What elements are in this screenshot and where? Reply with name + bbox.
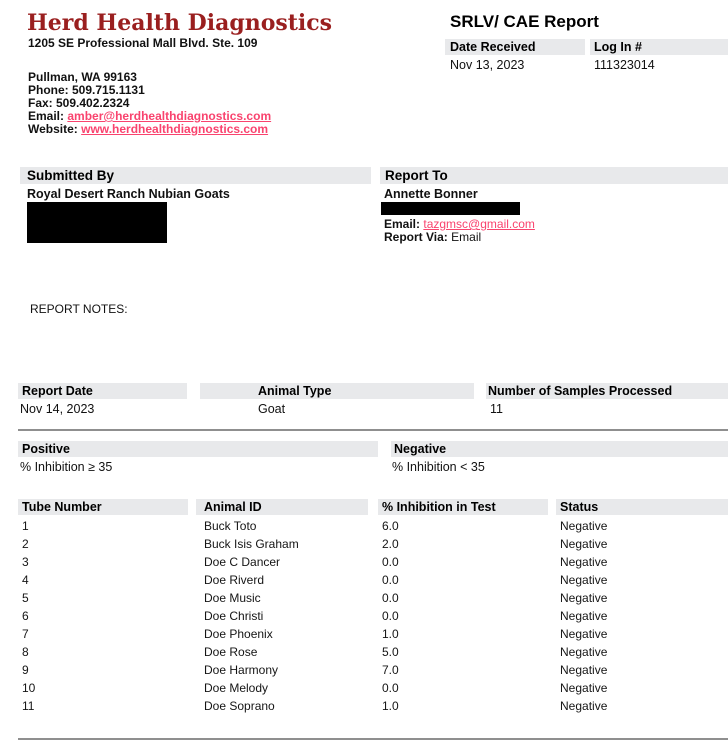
animal-type-header-cell: [200, 383, 474, 399]
table-row: [0, 697, 728, 715]
tube-number-cell: 1: [22, 519, 29, 533]
positive-header-cell: [18, 441, 378, 457]
samples-value: 11: [490, 402, 503, 416]
log-in-label: Log In #: [594, 40, 642, 54]
company-address: 1205 SE Professional Mall Blvd. Ste. 109: [28, 36, 258, 50]
animal-type-label: Animal Type: [258, 384, 332, 398]
status-cell: Negative: [560, 537, 608, 551]
inhibition-cell: 5.0: [382, 645, 399, 659]
table-row: [0, 661, 728, 679]
company-name: Herd Health Diagnostics: [27, 10, 333, 36]
samples-label: Number of Samples Processed: [488, 384, 673, 398]
animal-id-cell: Doe Rose: [204, 645, 258, 659]
table-row: [0, 679, 728, 697]
animal-id-cell: Doe Phoenix: [204, 627, 273, 641]
report-date-label: Report Date: [22, 384, 93, 398]
inhibition-cell: 1.0: [382, 627, 399, 641]
company-fax: Fax: 509.402.2324: [28, 96, 130, 110]
status-cell: Negative: [560, 627, 608, 641]
company-city: Pullman, WA 99163: [28, 70, 137, 84]
table-row: [0, 607, 728, 625]
tube-number-cell: 3: [22, 555, 29, 569]
animal-id-cell: Doe Harmony: [204, 663, 279, 677]
status-cell: Negative: [560, 699, 608, 713]
report-via-label: Report Via:: [384, 230, 448, 244]
submitted-by-redacted-address: [27, 202, 167, 243]
status-cell: Negative: [560, 645, 608, 659]
log-in-value: 111323014: [594, 58, 655, 72]
tube-number-cell: 6: [22, 609, 29, 623]
animal-id-cell: Doe Riverd: [204, 573, 265, 587]
tube-number-cell: 7: [22, 627, 29, 641]
company-website-line: [28, 123, 268, 136]
negative-label: Negative: [394, 442, 447, 456]
status-cell: Negative: [560, 681, 608, 695]
tube-number-header: Tube Number: [22, 500, 102, 514]
positive-label: Positive: [22, 442, 70, 456]
date-received-label: Date Received: [450, 40, 536, 54]
table-row: [0, 517, 728, 535]
table-row: [0, 643, 728, 661]
divider-rule-top: [18, 429, 728, 431]
report-to-header: Report To: [385, 168, 448, 183]
animal-id-cell: Buck Isis Graham: [204, 537, 299, 551]
company-phone: Phone: 509.715.1131: [28, 83, 145, 97]
tube-number-cell: 8: [22, 645, 29, 659]
negative-rule: % Inhibition < 35: [392, 460, 485, 474]
tube-number-cell: 11: [22, 699, 35, 713]
report-to-email-label: Email:: [384, 217, 421, 231]
animal-id-cell: Buck Toto: [204, 519, 257, 533]
tube-number-cell: 9: [22, 663, 29, 677]
animal-id-cell: Doe Christi: [204, 609, 264, 623]
table-row: [0, 535, 728, 553]
animal-id-header: Animal ID: [204, 500, 262, 514]
inhibition-cell: 2.0: [382, 537, 399, 551]
status-cell: Negative: [560, 609, 608, 623]
tube-number-cell: 4: [22, 573, 29, 587]
inhibition-header: % Inhibition in Test: [382, 500, 496, 514]
animal-id-cell: Doe Music: [204, 591, 261, 605]
inhibition-cell: 0.0: [382, 555, 399, 569]
positive-rule: % Inhibition ≥ 35: [20, 460, 113, 474]
report-title: SRLV/ CAE Report: [450, 12, 599, 31]
table-row: [0, 625, 728, 643]
animal-id-cell: Doe Soprano: [204, 699, 275, 713]
divider-rule-bottom: [18, 738, 728, 740]
animal-type-value: Goat: [258, 402, 286, 416]
table-row: [0, 571, 728, 589]
inhibition-cell: 6.0: [382, 519, 399, 533]
report-via-line: [384, 231, 481, 244]
submitted-by-name: Royal Desert Ranch Nubian Goats: [27, 187, 230, 201]
website-label: Website:: [28, 122, 78, 136]
status-header: Status: [560, 500, 599, 514]
inhibition-cell: 7.0: [382, 663, 399, 677]
email-label: Email:: [28, 109, 65, 123]
tube-number-cell: 5: [22, 591, 29, 605]
table-row: [0, 553, 728, 571]
inhibition-cell: 0.0: [382, 573, 399, 587]
report-to-email-link[interactable]: tazgmsc@gmail.com: [423, 217, 535, 231]
inhibition-cell: 0.0: [382, 681, 399, 695]
report-to-name: Annette Bonner: [384, 187, 478, 201]
inhibition-cell: 1.0: [382, 699, 399, 713]
company-website-link[interactable]: www.herdhealthdiagnostics.com: [81, 122, 269, 136]
inhibition-cell: 0.0: [382, 609, 399, 623]
status-cell: Negative: [560, 519, 608, 533]
report-notes-label: REPORT NOTES:: [30, 302, 128, 316]
tube-number-cell: 2: [22, 537, 29, 551]
report-to-redacted-line: [381, 202, 520, 215]
results-rows: [0, 517, 728, 715]
report-via-value: Email: [451, 230, 482, 244]
status-cell: Negative: [560, 573, 608, 587]
inhibition-cell: 0.0: [382, 591, 399, 605]
tube-number-cell: 10: [22, 681, 36, 695]
table-row: [0, 589, 728, 607]
animal-id-cell: Doe Melody: [204, 681, 269, 695]
animal-id-cell: Doe C Dancer: [204, 555, 281, 569]
status-cell: Negative: [560, 555, 608, 569]
status-cell: Negative: [560, 591, 608, 605]
date-received-value: Nov 13, 2023: [450, 58, 525, 72]
submitted-by-header: Submitted By: [27, 168, 115, 183]
report-date-value: Nov 14, 2023: [20, 402, 95, 416]
status-cell: Negative: [560, 663, 608, 677]
company-email-link[interactable]: amber@herdhealthdiagnostics.com: [67, 109, 272, 123]
